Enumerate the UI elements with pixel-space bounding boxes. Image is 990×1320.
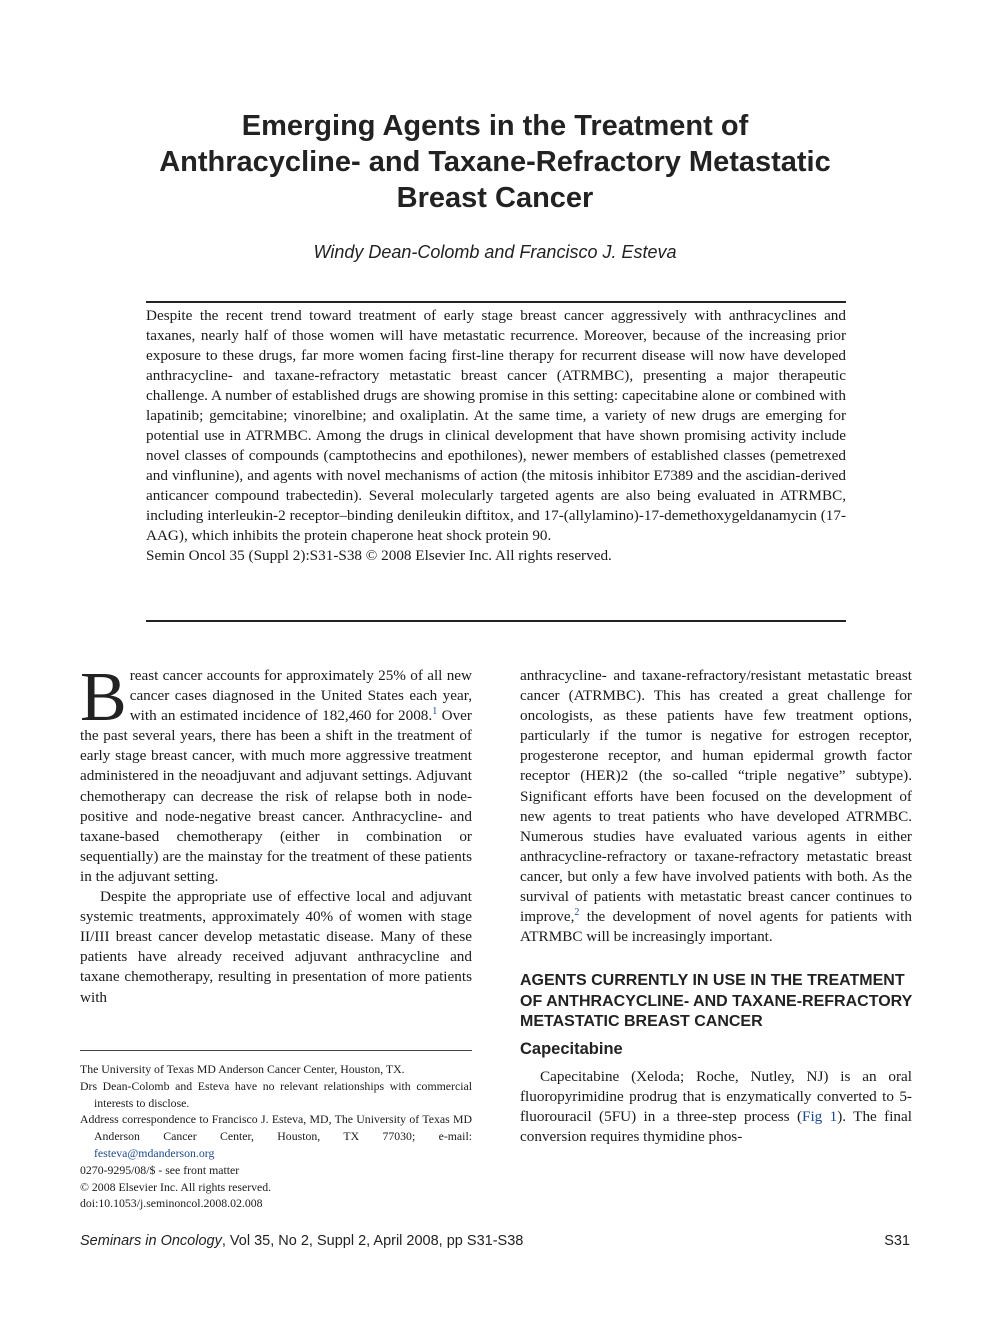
abstract-citation: Semin Oncol 35 (Suppl 2):S31-S38 © 2008 Elsevier Inc. All rights reserved.: [146, 547, 612, 564]
right-column: [520, 666, 912, 1147]
footnote-affiliation: The University of Texas MD Anderson Cancer Center, Houston, TX.: [80, 1062, 405, 1076]
title-line-1: Emerging Agents in the Treatment of: [241, 110, 749, 142]
authors: Windy Dean-Colomb and Francisco J. Esteva: [313, 242, 677, 262]
drop-cap: B: [80, 659, 127, 736]
abstract-bottom-rule: [146, 620, 846, 622]
p4-end: ). The final conversion requires thymidine phos-: [520, 1108, 912, 1146]
figure-1-link[interactable]: Fig 1: [802, 1108, 838, 1125]
intro-paragraph: [80, 659, 472, 887]
paragraph-3: [520, 666, 912, 947]
subsection-heading: Capecitabine: [520, 1039, 623, 1058]
p3-end: the development of novel agents for patients with ATRMBC will be increasingly important.: [520, 908, 912, 946]
left-column: [80, 659, 472, 1008]
reference-2-link[interactable]: 2: [574, 907, 580, 919]
paragraph-4: [520, 1067, 912, 1147]
abstract-top-rule: [146, 301, 846, 303]
page-number: S31: [884, 1233, 910, 1249]
section-heading: AGENTS CURRENTLY IN USE IN THE TREATMENT OF ANTHRACYCLINE- AND TAXANE-REFRACTORY METASTATIC BREAST CANCER: [520, 972, 912, 1031]
email-link[interactable]: festeva@mdanderson.org: [94, 1145, 215, 1160]
title-line-2: Anthracycline- and Taxane-Refractory Metastatic: [159, 146, 831, 178]
article-title: [100, 108, 890, 216]
abstract: [146, 306, 846, 566]
footnote-rule: [80, 1050, 472, 1051]
reference-1-link[interactable]: 1: [432, 706, 438, 718]
footnote-issn: 0270-9295/08/$ - see front matter: [80, 1162, 240, 1177]
p4-start: Capecitabine (Xeloda; Roche, Nutley, NJ) is an oral fluoropyrimidine prodrug that is enzymatically converted to 5-fluorouracil (5FU) in a three-step process (: [520, 1067, 912, 1125]
title-line-3: Breast Cancer: [396, 182, 594, 214]
journal-footer: [80, 1233, 523, 1249]
footnote-correspondence: [80, 1111, 472, 1161]
p1-start: reast cancer accounts for approximately 25% of all new cancer cases diagnosed in the United States each year, with an estimated incidence of 182,460 for 2008.: [129, 667, 472, 725]
journal-name: Seminars in Oncology: [80, 1233, 222, 1249]
footnote-doi: doi:10.1053/j.seminoncol.2008.02.008: [80, 1196, 263, 1211]
p3-start: anthracycline- and taxane-refractory/resistant metastatic breast cancer (ATRMBC). This has created a great challenge for oncologists, as these patients have few treatment options, particularly if the tumor is negative for estrogen receptor, progesterone receptor, and human epidermal growth factor receptor (HER)2 (the so-called “triple negative” subtype). Significant efforts have been focused on the development of new agents to treat patients who have developed ATRMBC. Numerous studies have evaluated various agents in either anthracycline-refractory or taxane-refractory metastatic breast cancer, but only a few have involved patients with both. As the survival of patients with metastatic breast cancer continues to improve,: [520, 667, 912, 926]
footnote-disclosure: Drs Dean-Colomb and Esteva have no relevant relationships with commercial interests to disclose.: [80, 1078, 472, 1110]
journal-details: , Vol 35, No 2, Suppl 2, April 2008, pp S31-S38: [221, 1233, 524, 1249]
p1-end: Over the past several years, there has been a shift in the treatment of early stage breast cancer, with much more aggressive treatment administered in the neoadjuvant and adjuvant settings. Adjuvant chemotherapy can decrease the risk of relapse both in node-positive and node-negative breast cancer. Anthracycline- and taxane-based chemotherapy (either in combination or sequentially) are the mainstay for the treatment of these patients in the adjuvant setting.: [80, 707, 472, 885]
correspondence-text: Address correspondence to Francisco J. Esteva, MD, The University of Texas MD Anderson Cancer Center, Houston, TX 77030; e-mail:: [80, 1112, 472, 1144]
footnote-copyright: © 2008 Elsevier Inc. All rights reserved.: [80, 1179, 272, 1194]
paragraph-2: Despite the appropriate use of effective local and adjuvant systemic treatments, approximately 40% of women with stage II/III breast cancer develop metastatic disease. Many of these patients have already received adjuvant anthracycline and taxane chemotherapy, resulting in presentation of more patients with: [80, 888, 472, 1006]
footnotes: [80, 1061, 472, 1212]
abstract-text: Despite the recent trend toward treatment of early stage breast cancer aggressively with anthracyclines and taxanes, nearly half of those women will have metastatic recurrence. Moreover, because of the increasing prior exposure to these drugs, far more women facing first-line therapy for recurrent disease will now have developed anthracycline- and taxane-refractory metastatic breast cancer (ATRMBC), presenting a major therapeutic challenge. A number of established drugs are showing promise in this setting: capecitabine alone or combined with lapatinib; gemcitabine; vinorelbine; and oxaliplatin. At the same time, a variety of new drugs are emerging for potential use in ATRMBC. Among the drugs in clinical development that have shown promising activity include novel classes of compounds (camptothecins and epothilones), newer members of established classes (pemetrexed and vinflunine), and agents with novel mechanisms of action (the mitosis inhibitor E7389 and the ascidian-derived anticancer compound trabectedin). Several molecularly targeted agents are also being evaluated in ATRMBC, including interleukin-2 receptor–binding denileukin diftitox, and 17-(allylamino)-17-demethoxygeldanamycin (17-AAG), which inhibits the protein chaperone heat shock protein 90.: [146, 307, 846, 544]
